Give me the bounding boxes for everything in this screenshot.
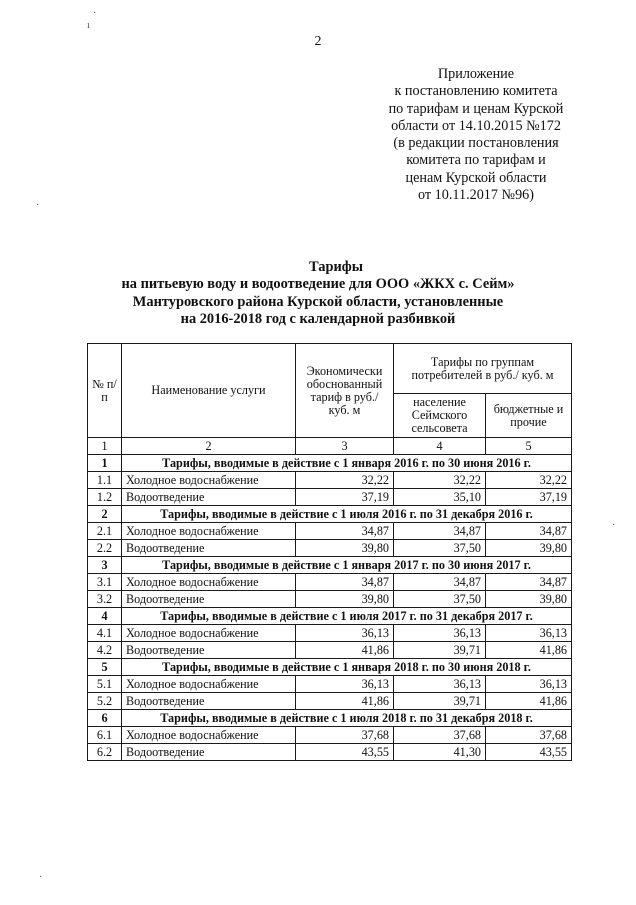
population-tariff-value: 36,13 (394, 676, 486, 693)
row-number: 5.2 (88, 693, 122, 710)
row-number: 4.1 (88, 625, 122, 642)
economic-tariff-value: 39,80 (296, 591, 394, 608)
economic-tariff-value: 34,87 (296, 523, 394, 540)
service-name: Холодное водоснабжение (122, 676, 296, 693)
document-title (0, 259, 636, 329)
header-consumer-groups: Тарифы по группам потребителей в руб./ куб. м (394, 344, 572, 394)
appendix-line: от 10.11.2017 №96) (418, 187, 534, 204)
appendix-line: ценам Курской области (405, 169, 547, 186)
period-number: 4 (88, 608, 122, 625)
period-number: 3 (88, 557, 122, 574)
column-number: 2 (122, 438, 296, 455)
tariff-table (87, 343, 572, 761)
header-num: № п/п (88, 344, 122, 438)
scan-speck: · (36, 200, 40, 211)
budget-tariff-value: 36,13 (486, 676, 572, 693)
title-line: Мантуровского района Курской области, установленные (132, 293, 504, 310)
budget-tariff-value: 34,87 (486, 574, 572, 591)
economic-tariff-value: 36,13 (296, 676, 394, 693)
service-name: Холодное водоснабжение (122, 625, 296, 642)
table-row (88, 625, 572, 642)
population-tariff-value: 37,68 (394, 727, 486, 744)
period-row (88, 608, 572, 625)
service-name: Водоотведение (122, 642, 296, 659)
service-name: Водоотведение (122, 744, 296, 761)
economic-tariff-value: 39,80 (296, 540, 394, 557)
appendix-note (365, 66, 587, 204)
appendix-line: комитета по тарифам и (406, 152, 546, 169)
period-title: Тарифы, вводимые в действие с 1 июля 2016 г. по 31 декабря 2016 г. (122, 506, 572, 523)
budget-tariff-value: 37,19 (486, 489, 572, 506)
row-number: 2.1 (88, 523, 122, 540)
period-title: Тарифы, вводимые в действие с 1 января 2018 г. по 30 июня 2018 г. (122, 659, 572, 676)
scan-speck: ı (87, 20, 90, 31)
budget-tariff-value: 37,68 (486, 727, 572, 744)
population-tariff-value: 35,10 (394, 489, 486, 506)
scan-speck: · (612, 520, 616, 531)
population-tariff-value: 34,87 (394, 523, 486, 540)
economic-tariff-value: 36,13 (296, 625, 394, 642)
table-row (88, 574, 572, 591)
row-number: 2.2 (88, 540, 122, 557)
economic-tariff-value: 41,86 (296, 693, 394, 710)
budget-tariff-value: 32,22 (486, 472, 572, 489)
column-number: 3 (296, 438, 394, 455)
period-row (88, 455, 572, 472)
economic-tariff-value: 34,87 (296, 574, 394, 591)
row-number: 3.2 (88, 591, 122, 608)
service-name: Холодное водоснабжение (122, 727, 296, 744)
header-population: население Сеймского сельсовета (394, 394, 486, 438)
economic-tariff-value: 32,22 (296, 472, 394, 489)
population-tariff-value: 37,50 (394, 540, 486, 557)
table-row (88, 523, 572, 540)
header-service-name: Наименование услуги (122, 344, 296, 438)
appendix-line: по тарифам и ценам Курской (388, 100, 564, 117)
period-row (88, 710, 572, 727)
table-row (88, 727, 572, 744)
period-number: 2 (88, 506, 122, 523)
appendix-line: области от 14.10.2015 №172 (391, 117, 561, 134)
period-title: Тарифы, вводимые в действие с 1 июля 2017 г. по 31 декабря 2017 г. (122, 608, 572, 625)
budget-tariff-value: 43,55 (486, 744, 572, 761)
row-number: 5.1 (88, 676, 122, 693)
row-number: 1.2 (88, 489, 122, 506)
row-number: 1.1 (88, 472, 122, 489)
population-tariff-value: 36,13 (394, 625, 486, 642)
table-row (88, 744, 572, 761)
population-tariff-value: 39,71 (394, 642, 486, 659)
title-line: на питьевую воду и водоотведение для ООО «ЖКХ с. Сейм» (121, 276, 515, 293)
budget-tariff-value: 39,80 (486, 540, 572, 557)
economic-tariff-value: 43,55 (296, 744, 394, 761)
service-name: Водоотведение (122, 489, 296, 506)
period-number: 6 (88, 710, 122, 727)
period-row (88, 557, 572, 574)
budget-tariff-value: 39,80 (486, 591, 572, 608)
row-number: 6.1 (88, 727, 122, 744)
service-name: Водоотведение (122, 591, 296, 608)
period-row (88, 506, 572, 523)
budget-tariff-value: 34,87 (486, 523, 572, 540)
appendix-line: Приложение (437, 66, 515, 82)
row-number: 3.1 (88, 574, 122, 591)
economic-tariff-value: 37,68 (296, 727, 394, 744)
table-row (88, 591, 572, 608)
title-line: на 2016-2018 год с календарной разбивкой (180, 311, 456, 328)
table-row (88, 676, 572, 693)
service-name: Водоотведение (122, 540, 296, 557)
population-tariff-value: 37,50 (394, 591, 486, 608)
table-row (88, 489, 572, 506)
economic-tariff-value: 41,86 (296, 642, 394, 659)
row-number: 6.2 (88, 744, 122, 761)
service-name: Холодное водоснабжение (122, 523, 296, 540)
column-number: 1 (88, 438, 122, 455)
table-row (88, 693, 572, 710)
column-number: 4 (394, 438, 486, 455)
table-row (88, 472, 572, 489)
budget-tariff-value: 41,86 (486, 693, 572, 710)
page-number: 2 (314, 34, 322, 49)
population-tariff-value: 32,22 (394, 472, 486, 489)
period-title: Тарифы, вводимые в действие с 1 января 2016 г. по 30 июня 2016 г. (122, 455, 572, 472)
service-name: Холодное водоснабжение (122, 574, 296, 591)
population-tariff-value: 34,87 (394, 574, 486, 591)
period-title: Тарифы, вводимые в действие с 1 июля 2018 г. по 31 декабря 2018 г. (122, 710, 572, 727)
appendix-line: (в редакции постановления (393, 135, 559, 152)
period-number: 1 (88, 455, 122, 472)
budget-tariff-value: 36,13 (486, 625, 572, 642)
period-number: 5 (88, 659, 122, 676)
economic-tariff-value: 37,19 (296, 489, 394, 506)
table-row (88, 540, 572, 557)
header-budget: бюджетные и прочие (486, 394, 572, 438)
service-name: Холодное водоснабжение (122, 472, 296, 489)
budget-tariff-value: 41,86 (486, 642, 572, 659)
title-line: Тарифы (309, 259, 363, 275)
scan-speck: · (39, 872, 43, 883)
appendix-line: к постановлению комитета (394, 83, 558, 100)
period-row (88, 659, 572, 676)
population-tariff-value: 41,30 (394, 744, 486, 761)
header-economic-tariff: Экономически обоснованный тариф в руб./ куб. м (296, 344, 394, 438)
period-title: Тарифы, вводимые в действие с 1 января 2017 г. по 30 июня 2017 г. (122, 557, 572, 574)
column-number: 5 (486, 438, 572, 455)
population-tariff-value: 39,71 (394, 693, 486, 710)
service-name: Водоотведение (122, 693, 296, 710)
scan-speck: · (93, 8, 97, 19)
table-row (88, 642, 572, 659)
row-number: 4.2 (88, 642, 122, 659)
